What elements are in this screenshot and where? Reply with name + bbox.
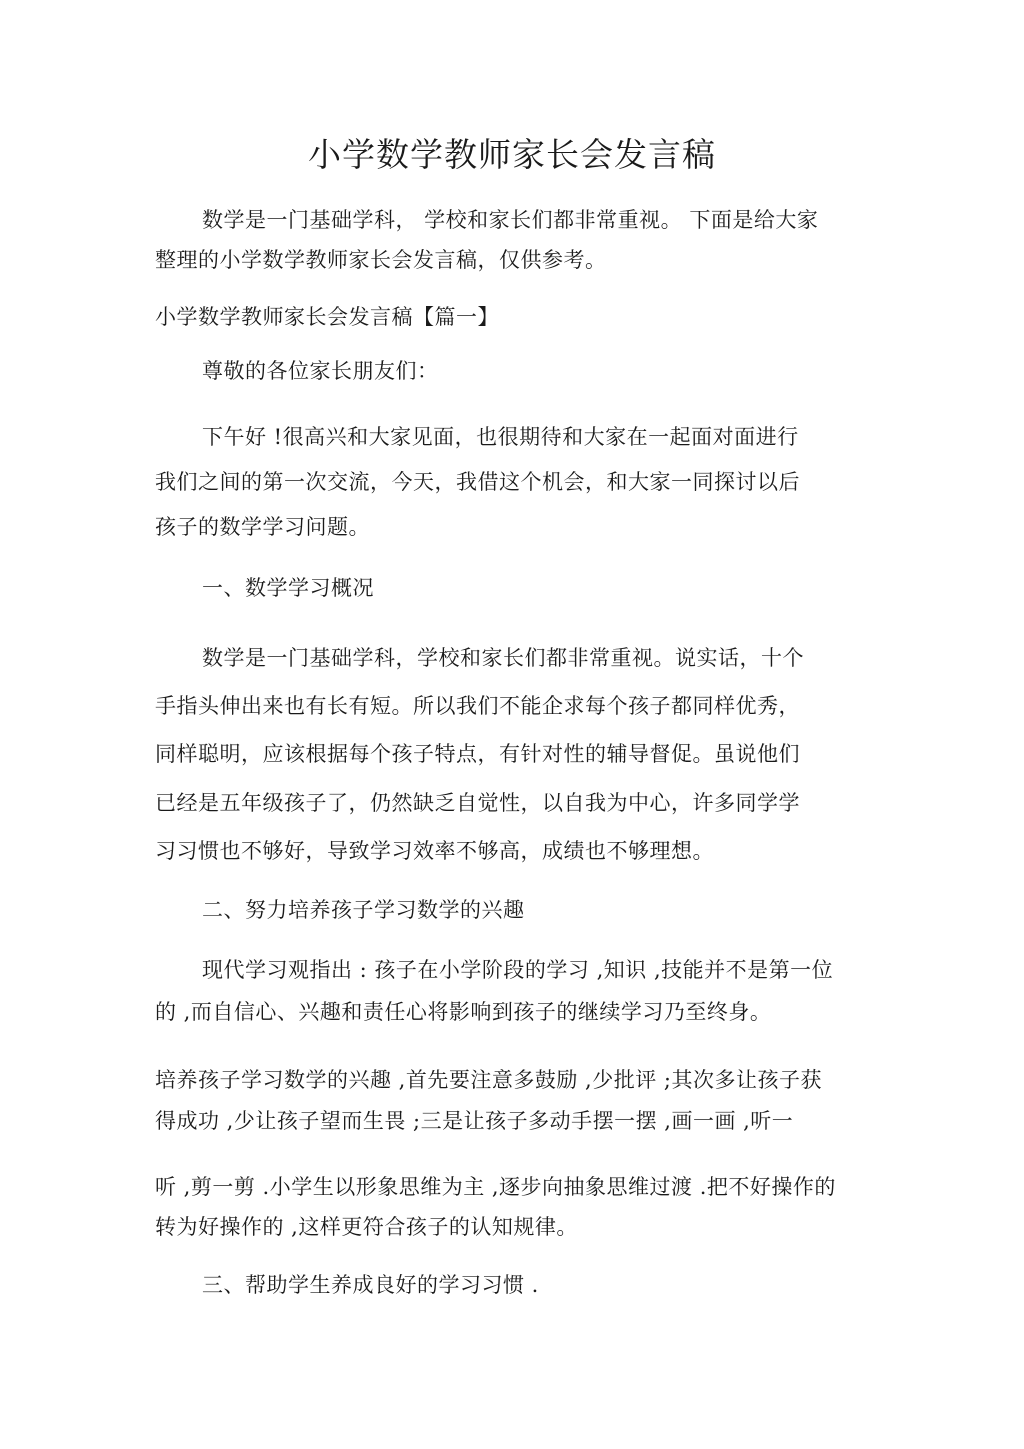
para2-line-1: 现代学习观指出 : 孩子在小学阶段的学习 ,知识 ,技能并不是第一位 [202,958,834,982]
para4-line-2: 转为好操作的 ,这样更符合孩子的认知规律。 [155,1215,578,1239]
para1-line-2: 手指头伸出来也有长有短。所以我们不能企求每个孩子都同样优秀， [155,694,800,718]
heading-3: 三、帮助学生养成良好的学习习惯 . [202,1273,539,1297]
para3-line-2: 得成功 ,少让孩子望而生畏 ;三是让孩子多动手摆一摆 ,画一画 ,听一 [155,1109,794,1133]
intro-line-1: 数学是一门基础学科， 学校和家长们都非常重视。 下面是给大家 [202,208,819,232]
para1-line-3: 同样聪明，应该根据每个孩子特点，有针对性的辅导督促。虽说他们 [155,742,800,766]
greeting-line-1: 下午好 !很高兴和大家见面，也很期待和大家在一起面对面进行 [202,425,799,449]
page-title: 小学数学教师家长会发言稿 [308,135,716,174]
para3-line-1: 培养孩子学习数学的兴趣 ,首先要注意多鼓励 ,少批评 ;其次多让孩子获 [155,1068,822,1092]
heading-1: 一、数学学习概况 [202,576,374,600]
heading-2: 二、努力培养孩子学习数学的兴趣 [202,898,525,922]
para1-line-1: 数学是一门基础学科，学校和家长们都非常重视。说实话，十个 [202,646,804,670]
intro-line-2: 整理的小学数学教师家长会发言稿，仅供参考。 [155,248,607,272]
greeting-line-2: 我们之间的第一次交流，今天，我借这个机会，和大家一同探讨以后 [155,470,800,494]
para1-line-4: 已经是五年级孩子了，仍然缺乏自觉性，以自我为中心，许多同学学 [155,791,800,815]
greeting-line-3: 孩子的数学学习问题。 [155,515,370,539]
salutation: 尊敬的各位家长朋友们： [202,359,439,383]
para4-line-1: 听 ,剪一剪 .小学生以形象思维为主 ,逐步向抽象思维过渡 .把不好操作的 [155,1175,836,1199]
para2-line-2: 的 ,而自信心、兴趣和责任心将影响到孩子的继续学习乃至终身。 [155,1000,772,1024]
para1-line-5: 习习惯也不够好，导致学习效率不够高，成绩也不够理想。 [155,839,714,863]
section-heading: 小学数学教师家长会发言稿【篇一】 [155,305,499,329]
